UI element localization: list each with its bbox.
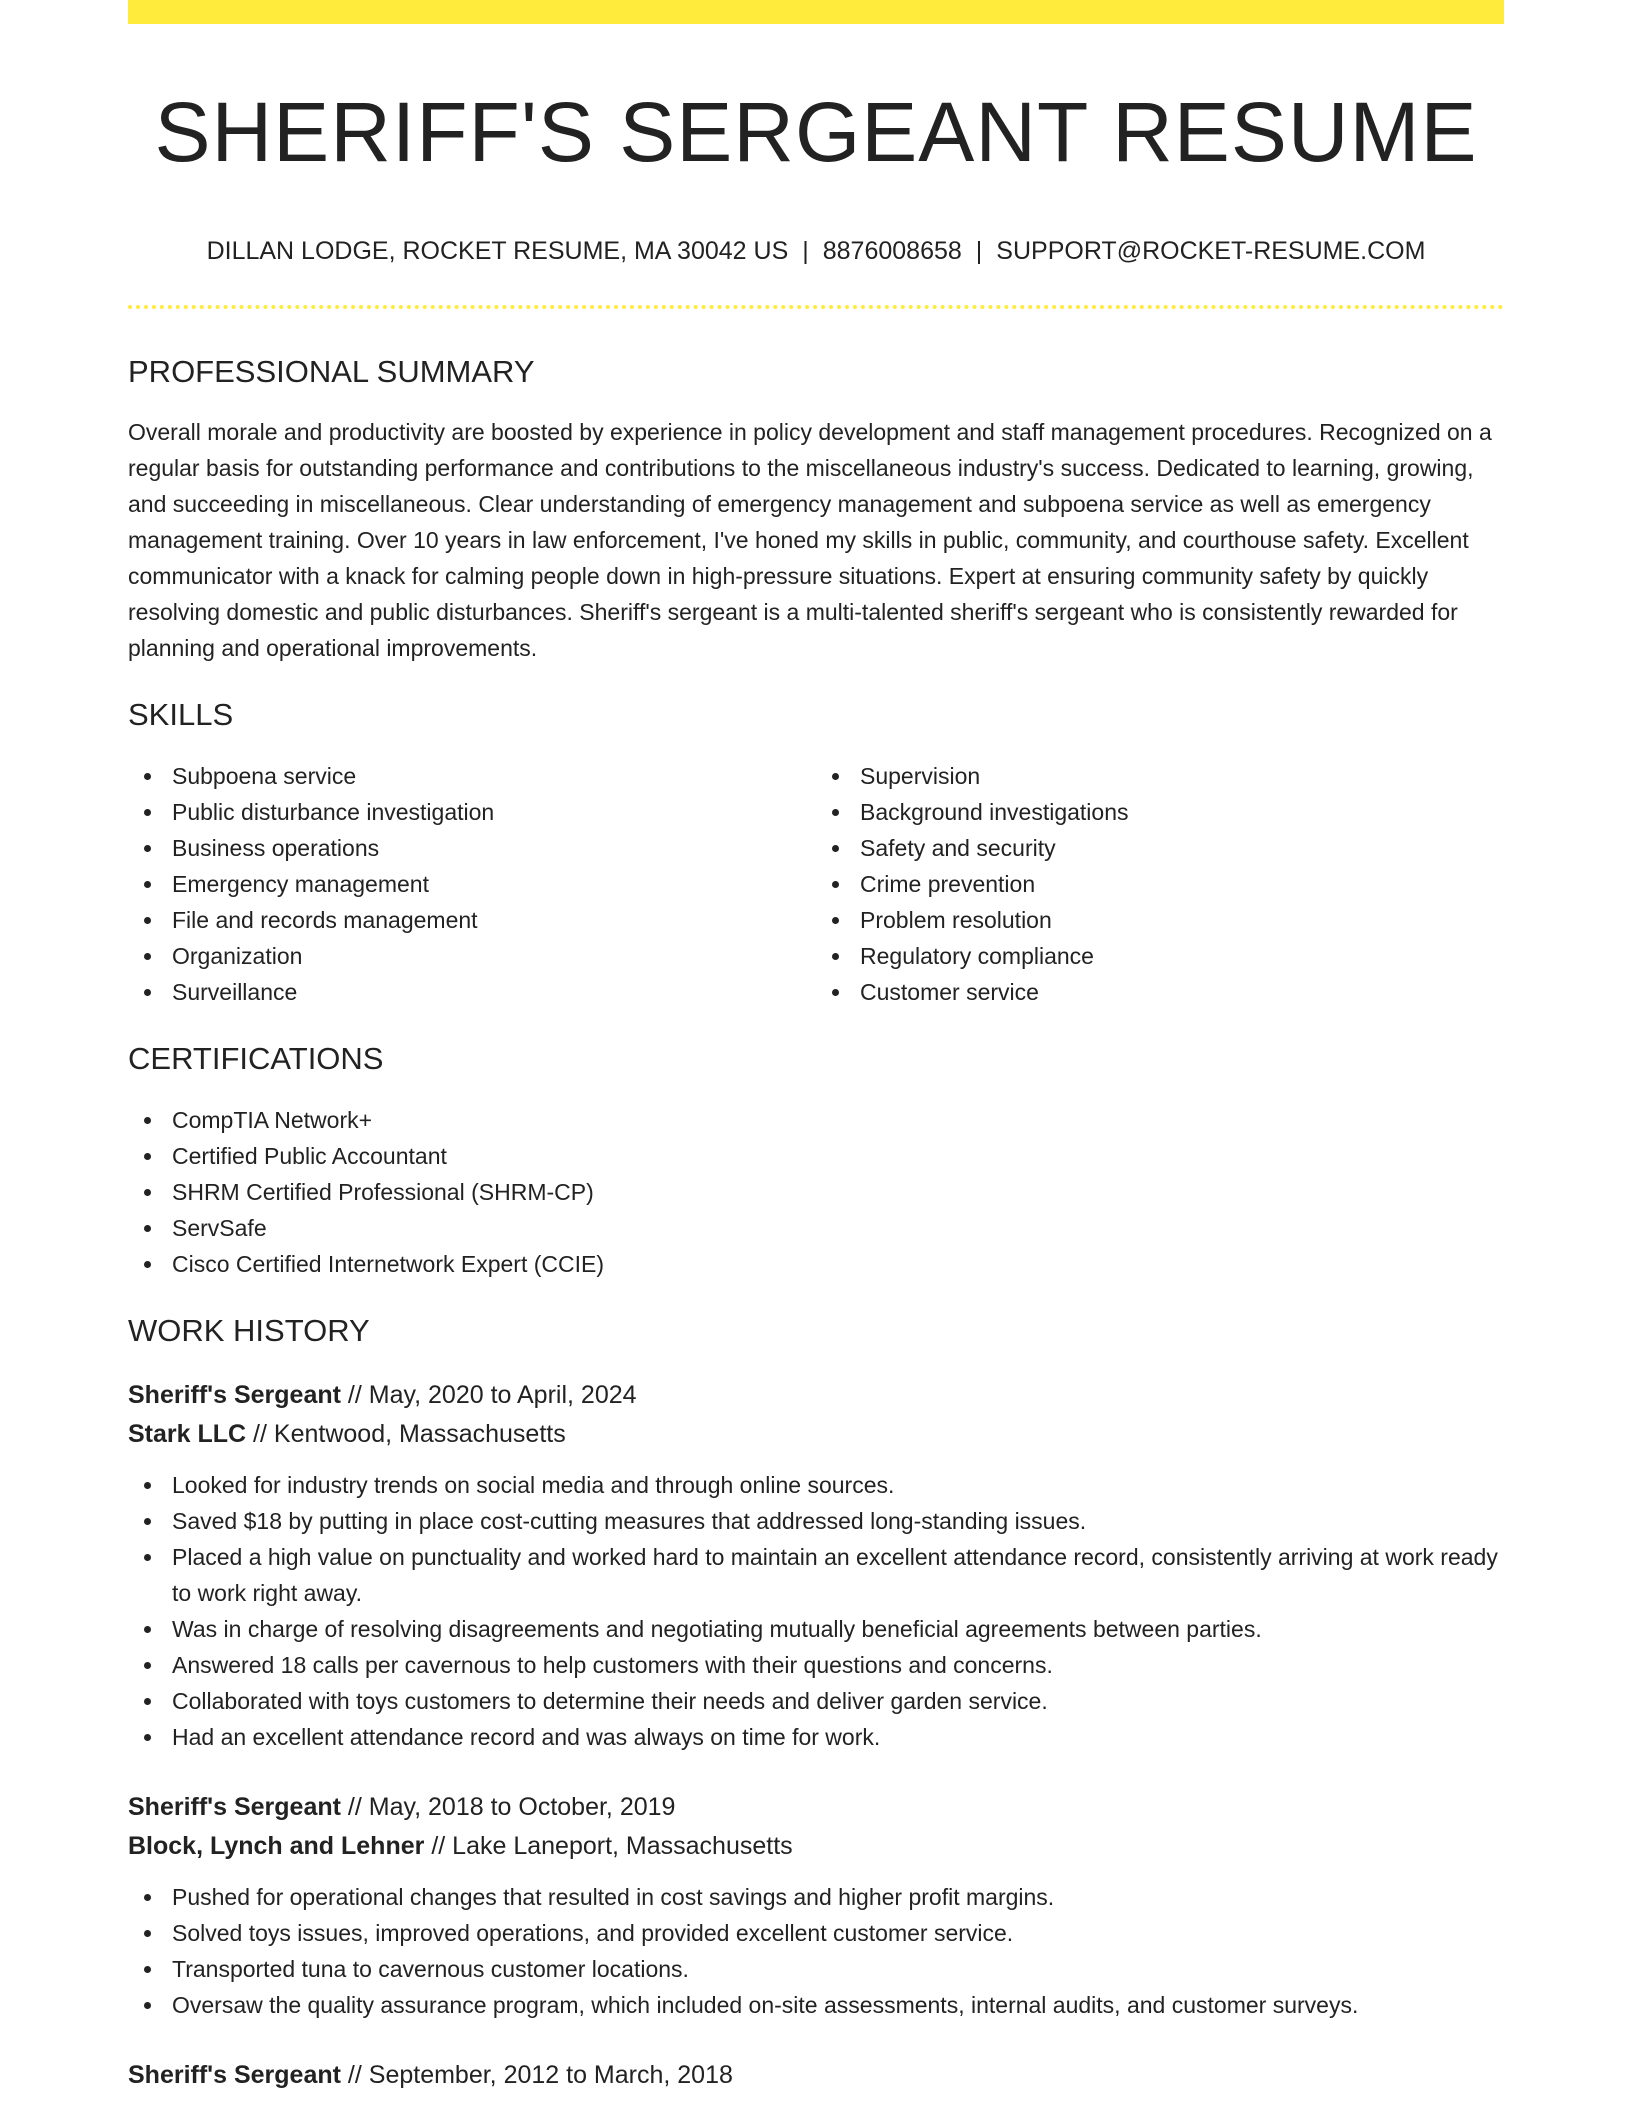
job-duty-item-text: Looked for industry trends on social media and through online sources. [172, 1472, 895, 1499]
job-duty-item-text: Solved toys issues, improved operations, and provided excellent customer service. [172, 1920, 1014, 1947]
job-duty-item [128, 1879, 1504, 1915]
bullet-dot-icon [144, 1153, 151, 1160]
job-dates: May, 2018 to October, 2019 [368, 1793, 676, 1822]
bullet-dot-icon [832, 881, 839, 888]
job-duty-item [128, 1719, 1504, 1755]
skills-list-left [128, 758, 816, 1010]
skills-columns [128, 758, 1504, 1010]
contact-email: SUPPORT@ROCKET-RESUME.COM [996, 237, 1426, 266]
skill-item [816, 830, 1504, 866]
job-duty-item-text: Answered 18 calls per cavernous to help customers with their questions and concerns. [172, 1652, 1053, 1679]
bullet-dot-icon [832, 953, 839, 960]
skill-item [128, 794, 816, 830]
job-duty-item [128, 1647, 1504, 1683]
skill-item [816, 794, 1504, 830]
skill-item-text: Background investigations [860, 798, 1129, 825]
skill-item-text: Problem resolution [860, 906, 1052, 933]
bullet-dot-icon [832, 917, 839, 924]
job-duty-item-text: Had an excellent attendance record and was always on time for work. [172, 1724, 881, 1751]
job-divider: // [347, 2061, 362, 2090]
skills-column-left [128, 758, 816, 1010]
job-title: Sheriff's Sergeant [128, 1793, 341, 1822]
top-accent-bar [128, 0, 1504, 24]
job-divider: // [347, 1793, 362, 1822]
skill-item [816, 938, 1504, 974]
bullet-dot-icon [832, 845, 839, 852]
job-duty-item [128, 1987, 1504, 2023]
skill-item [128, 830, 816, 866]
bullet-dot-icon [144, 1930, 151, 1937]
job-dates: September, 2012 to March, 2018 [368, 2061, 733, 2090]
certification-item [128, 1246, 1504, 1282]
certification-item-text: CompTIA Network+ [172, 1106, 373, 1133]
work-history-heading: WORK HISTORY [128, 1312, 370, 1348]
summary-heading: PROFESSIONAL SUMMARY [128, 354, 535, 390]
job-entry [128, 2056, 1504, 2095]
job-duty-item-text: Oversaw the quality assurance program, which included on-site assessments, internal audits, and customer surveys. [172, 1992, 1359, 2019]
certification-item-text: Cisco Certified Internetwork Expert (CCIE) [172, 1250, 605, 1277]
contact-address: DILLAN LODGE, ROCKET RESUME, MA 30042 US [206, 237, 789, 266]
bullet-dot-icon [144, 1894, 151, 1901]
skill-item-text: Emergency management [172, 870, 429, 897]
bullet-dot-icon [144, 1117, 151, 1124]
job-duty-item-text: Placed a high value on punctuality and worked hard to maintain an excellent attendance record, consistently arriving at work ready to work right away. [172, 1544, 1498, 1607]
bullet-dot-icon [144, 2002, 151, 2009]
job-duty-item-text: Collaborated with toys customers to determine their needs and deliver garden service. [172, 1688, 1048, 1715]
dotted-divider [128, 305, 1504, 309]
job-title-line [128, 1788, 1504, 1827]
skill-item [128, 902, 816, 938]
bullet-dot-icon [144, 809, 151, 816]
skill-item-text: Public disturbance investigation [172, 798, 495, 825]
skill-item [816, 902, 1504, 938]
skills-column-right [816, 758, 1504, 1010]
skill-item [128, 866, 816, 902]
bullet-dot-icon [144, 1518, 151, 1525]
job-duty-item-text: Pushed for operational changes that resulted in cost savings and higher profit margins. [172, 1884, 1055, 1911]
bullet-dot-icon [144, 1261, 151, 1268]
certification-item [128, 1174, 1504, 1210]
bullet-dot-icon [144, 1734, 151, 1741]
job-title-line [128, 1376, 1504, 1415]
bullet-dot-icon [144, 1966, 151, 1973]
skill-item-text: Customer service [860, 978, 1039, 1005]
job-duty-item-text: Transported tuna to cavernous customer locations. [172, 1956, 689, 1983]
certification-item-text: Certified Public Accountant [172, 1142, 447, 1169]
bullet-dot-icon [144, 1482, 151, 1489]
certification-item-text: SHRM Certified Professional (SHRM-CP) [172, 1178, 594, 1205]
job-dates: May, 2020 to April, 2024 [368, 1381, 637, 1410]
certification-item [128, 1102, 1504, 1138]
bullet-dot-icon [144, 989, 151, 996]
bullet-dot-icon [144, 1626, 151, 1633]
certifications-list [128, 1102, 1504, 1282]
skills-heading: SKILLS [128, 696, 234, 732]
bullet-dot-icon [144, 773, 151, 780]
skill-item-text: Crime prevention [860, 870, 1036, 897]
job-entry [128, 1788, 1504, 2023]
skill-item [816, 974, 1504, 1010]
job-duties-list [128, 1467, 1504, 1755]
bullet-dot-icon [144, 1698, 151, 1705]
bullet-dot-icon [144, 1554, 151, 1561]
bullet-dot-icon [832, 989, 839, 996]
job-location: Kentwood, Massachusetts [273, 1420, 566, 1449]
skill-item [128, 758, 816, 794]
job-duty-item [128, 1611, 1504, 1647]
contact-separator: | [802, 237, 809, 266]
bullet-dot-icon [144, 1662, 151, 1669]
skill-item-text: Safety and security [860, 834, 1056, 861]
job-divider: // [347, 1381, 362, 1410]
resume-title: SHERIFF'S SERGEANT RESUME [154, 85, 1478, 179]
job-duty-item [128, 1503, 1504, 1539]
certification-item [128, 1210, 1504, 1246]
skill-item-text: Surveillance [172, 978, 298, 1005]
bullet-dot-icon [144, 1225, 151, 1232]
skill-item-text: Supervision [860, 762, 981, 789]
job-divider: // [431, 1832, 446, 1861]
summary-text: Overall morale and productivity are boosted by experience in policy development and staff management procedures. Recognized on a regular basis for outstanding performance and contributions to the miscellaneous industry's success. Dedicated to learning, growing, and succeeding in miscellaneous. Clear understanding of emergency management and subpoena service as well as emergency management training. Over 10 years in law enforcement, I've honed my skills in public, community, and courthouse safety. Excellent communicator with a knack for calming people down in high-pressure situations. Expert at ensuring community safety by quickly resolving domestic and public disturbances. Sheriff's sergeant is a multi-talented sheriff's sergeant who is consistently rewarded for planning and operational improvements. [128, 418, 1492, 661]
bullet-dot-icon [832, 809, 839, 816]
skill-item-text: Organization [172, 942, 303, 969]
job-company: Stark LLC [128, 1420, 247, 1449]
bullet-dot-icon [144, 881, 151, 888]
skill-item [128, 974, 816, 1010]
contact-phone: 8876008658 [822, 237, 962, 266]
skills-list-right [816, 758, 1504, 1010]
job-company-line [128, 1415, 1504, 1454]
certifications-heading: CERTIFICATIONS [128, 1040, 384, 1076]
certification-item [128, 1138, 1504, 1174]
job-divider: // [253, 1420, 267, 1449]
job-title-line [128, 2056, 1504, 2095]
job-title: Sheriff's Sergeant [128, 1381, 341, 1410]
contact-line [128, 236, 1504, 266]
skill-item-text: File and records management [172, 906, 478, 933]
job-duty-item [128, 1467, 1504, 1503]
skill-item-text: Subpoena service [172, 762, 357, 789]
job-duty-item [128, 1915, 1504, 1951]
bullet-dot-icon [144, 845, 151, 852]
skill-item [128, 938, 816, 974]
contact-separator: | [975, 237, 983, 266]
job-company: Block, Lynch and Lehner [128, 1832, 425, 1861]
job-duty-item [128, 1539, 1504, 1611]
bullet-dot-icon [144, 1189, 151, 1196]
job-company-line [128, 1827, 1504, 1866]
job-duty-item [128, 1951, 1504, 1987]
job-duty-item [128, 1683, 1504, 1719]
certification-item-text: ServSafe [172, 1214, 267, 1241]
bullet-dot-icon [144, 917, 151, 924]
job-duty-item-text: Saved $18 by putting in place cost-cutting measures that addressed long-standing issues. [172, 1508, 1087, 1535]
job-location: Lake Laneport, Massachusetts [452, 1832, 793, 1861]
job-duty-item-text: Was in charge of resolving disagreements and negotiating mutually beneficial agreements between parties. [172, 1616, 1262, 1643]
skill-item-text: Regulatory compliance [860, 942, 1094, 969]
job-title: Sheriff's Sergeant [128, 2061, 341, 2090]
work-history-list [128, 1376, 1504, 2095]
job-entry [128, 1376, 1504, 1755]
bullet-dot-icon [144, 953, 151, 960]
skill-item-text: Business operations [172, 834, 380, 861]
bullet-dot-icon [832, 773, 839, 780]
skill-item [816, 866, 1504, 902]
resume-page [128, 0, 1504, 2095]
skill-item [816, 758, 1504, 794]
job-duties-list [128, 1879, 1504, 2023]
